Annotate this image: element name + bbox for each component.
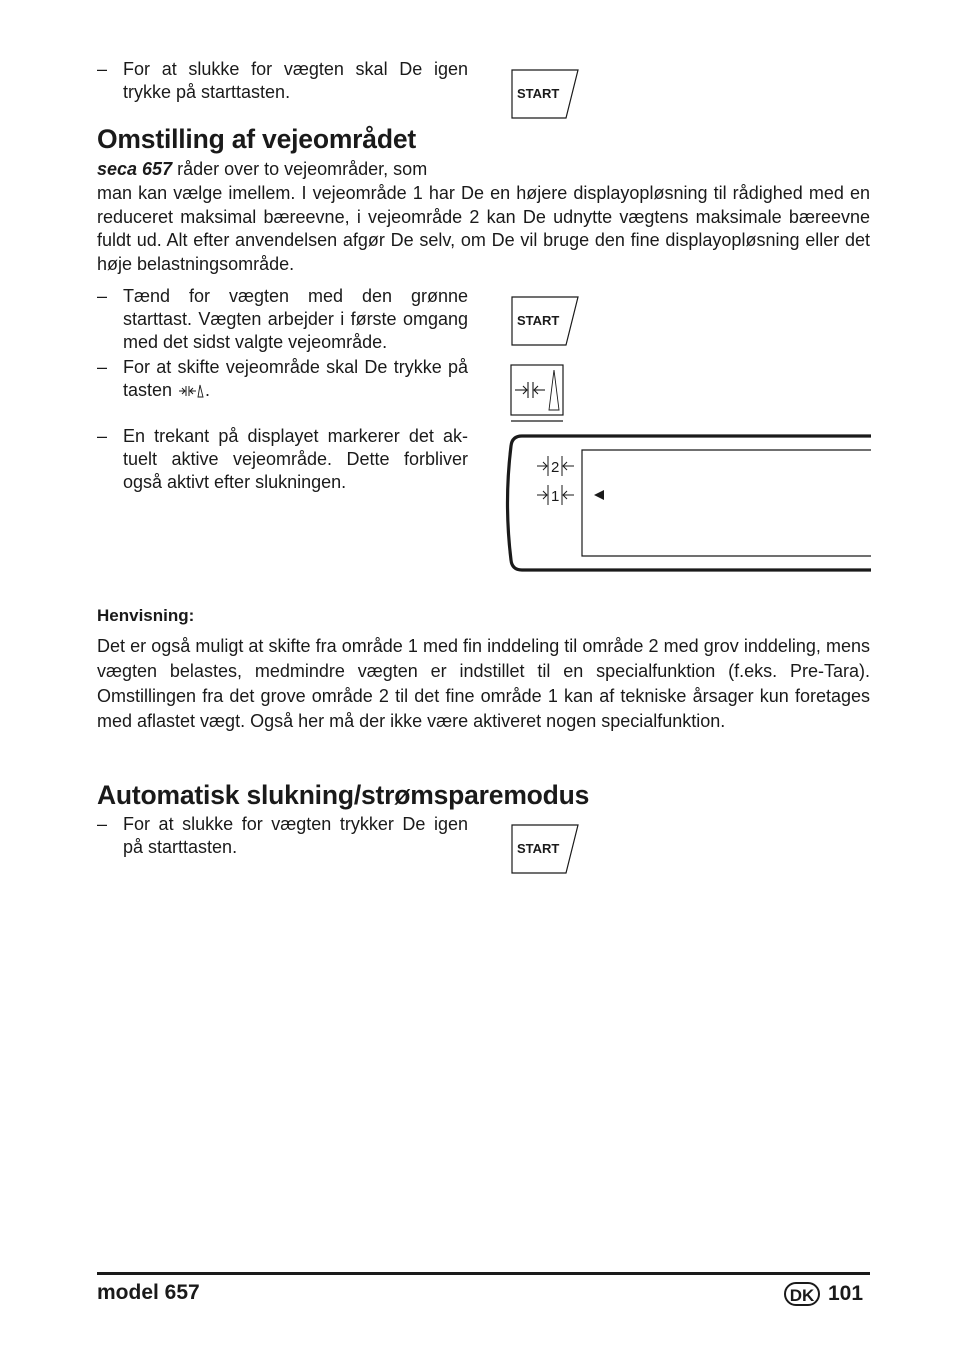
intro-step — [97, 58, 468, 104]
country-badge: DK — [784, 1282, 820, 1306]
range-switch-icon — [177, 381, 205, 399]
bullet-dash: – — [97, 814, 108, 834]
step-text-before: For at skifte vejeområde skal De trykke på tasten — [123, 357, 468, 400]
footer-model: model 657 — [97, 1281, 200, 1304]
lead-line — [97, 158, 427, 182]
start-key-icon — [511, 824, 581, 876]
step-switch-on — [97, 285, 468, 354]
bullet-dash: – — [97, 357, 108, 377]
step-auto-off — [97, 813, 468, 859]
page-number: 101 — [828, 1282, 864, 1305]
intro-step-text: For at slukke for vægten skal De igen trykke på starttasten. — [123, 59, 468, 102]
start-key-icon — [511, 69, 581, 121]
range-1-label: 1 — [551, 488, 560, 505]
step-switch-range — [97, 356, 468, 402]
bullet-dash: – — [97, 426, 108, 446]
active-range-triangle — [594, 490, 604, 500]
step-text-after: . — [205, 380, 211, 400]
bullet-dash: – — [97, 286, 108, 306]
section-paragraph: man kan vælge imellem. I vejeområde 1 har De en højere displayopløsning til rådighed med en reduceret maksimal bæreevne, i vejeområde 2 kan De udnytte vægtens maksimale bæreevne fuldt ud. Alt efter anvendelsen afgør De selv, om De vil bruge den fine displayopløsning eller det høje belastningsområde. — [97, 183, 870, 274]
step-text: En trekant på displayet markerer det aktuelt aktive vejeområde. Dette forbliver også aktivt efter slukningen. — [123, 426, 468, 492]
note-title: Henvisning: — [97, 606, 195, 625]
footer-rule — [97, 1272, 870, 1275]
start-key-label: START — [517, 86, 560, 101]
footer-page-info — [784, 1281, 863, 1307]
section-heading-range: Omstilling af vejeområdet — [97, 124, 416, 154]
step-triangle-indicator — [97, 425, 468, 494]
brand-name: seca 657 — [97, 159, 173, 179]
step-text — [123, 356, 468, 402]
start-key-label: START — [517, 313, 560, 328]
range-2-symbol — [537, 456, 574, 476]
start-key-label: START — [517, 841, 560, 856]
display-illustration — [500, 430, 871, 580]
range-2-label: 2 — [551, 459, 560, 476]
start-key-icon — [511, 296, 581, 348]
bullet-dash: – — [97, 59, 108, 79]
step-text: For at slukke for vægten trykker De igen på starttasten. — [123, 814, 468, 857]
lead-line-text: råder over to vejeområder, som — [172, 159, 428, 179]
range-key-icon — [510, 364, 566, 424]
note-text: Det er også muligt at skifte fra område 1 med fin inddeling til område 2 med grov inddeling, mens vægten belastes, medmindre vægten er indstillet til en specialfunktion (f.eks. Pre-Tara). Omstillingen fra det grove område 2 til det fine område 1 kan af tekniske årsager kun foretages med aflastet vægt. Også her må der ikke være aktiveret nogen specialfunktion. — [97, 636, 870, 731]
section-heading-auto-off: Automatisk slukning/strømsparemodus — [97, 780, 590, 810]
step-text: Tænd for vægten med den grønne starttast. Vægten arbejder i første omgang med det sidst valgte vejeområde. — [123, 286, 468, 352]
range-1-symbol — [537, 485, 574, 505]
